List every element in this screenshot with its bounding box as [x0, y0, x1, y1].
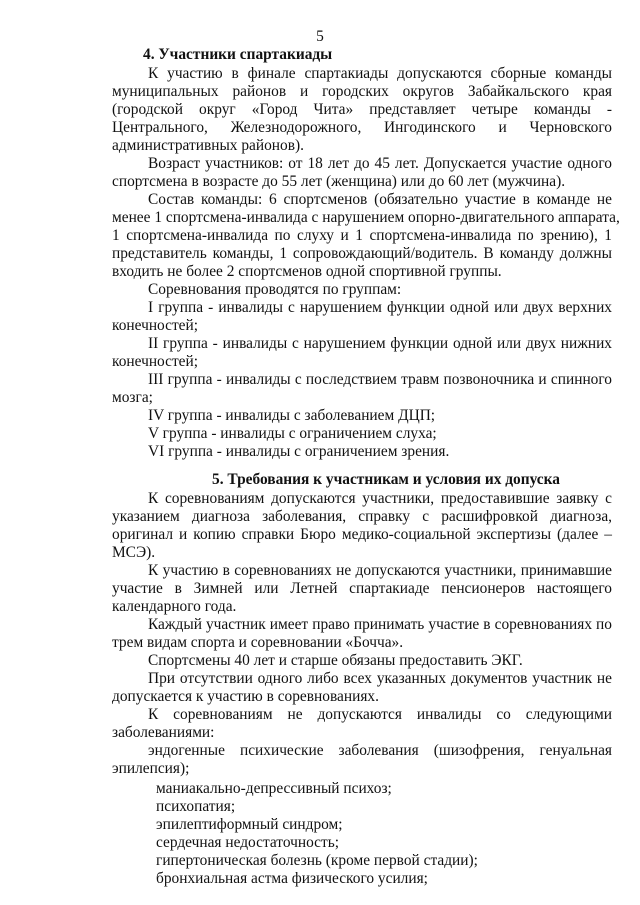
page-number: 5 [316, 28, 324, 45]
paragraph-line: конечностей; [112, 353, 199, 370]
paragraph-line: К соревнованиям допускаются участники, предоставившие заявку с [148, 490, 612, 507]
list-item: маниакально-депрессивный психоз; [156, 780, 392, 797]
paragraph-line: Спортсмены 40 лет и старше обязаны предоставить ЭКГ. [148, 652, 523, 669]
list-item: гипертоническая болезнь (кроме первой стадии); [156, 852, 478, 869]
list-item: эпилептиформный синдром; [156, 816, 343, 833]
paragraph-line: оригинал и копию справки Бюро медико-социальной экспертизы (далее – [112, 526, 612, 543]
section-5-heading: 5. Требования к участникам и условия их допуска [212, 471, 560, 488]
paragraph-line: представитель команды, 1 сопровождающий/водитель. В команду должны [112, 245, 612, 262]
paragraph-line: Центрального, Железнодорожного, Ингодинского и Черновского [112, 119, 612, 136]
paragraph-line: эндогенные психические заболевания (шизофрения, генуальная [148, 742, 612, 759]
paragraph-line: календарного года. [112, 598, 237, 615]
paragraph-line: Состав команды: 6 спортсменов (обязательно участие в команде не [148, 191, 612, 208]
paragraph-line: трем видам спорта и соревновании «Бочча». [112, 634, 404, 651]
paragraph-line: При отсутствии одного либо всех указанных документов участник не [148, 670, 612, 687]
paragraph-line: участие в Зимней или Летней спартакиаде пенсионеров настоящего [112, 580, 612, 597]
paragraph-line: муниципальных районов и городских округов Забайкальского края [112, 83, 612, 100]
paragraph-line: II группа - инвалиды с нарушением функции одной или двух нижних [148, 335, 612, 352]
paragraph-line: К участию в соревнованиях не допускаются участники, принимавшие [148, 562, 612, 579]
paragraph-line: заболеваниями: [112, 724, 215, 741]
section-4-heading: 4. Участники спартакиады [143, 46, 333, 63]
paragraph-line: МСЭ). [112, 544, 156, 561]
paragraph-line: IV группа - инвалиды с заболеванием ДЦП; [148, 407, 436, 424]
paragraph-line: допускается к участию в соревнованиях. [112, 688, 379, 705]
paragraph-line: (городской округ «Город Чита» представляет четыре команды - [112, 101, 612, 118]
paragraph-line: Каждый участник имеет право принимать участие в соревнованиях по [148, 616, 612, 633]
paragraph-line: менее 1 спортсмена-инвалида с нарушением опорно-двигательного аппарата, [112, 209, 620, 226]
list-item: сердечная недостаточность; [156, 834, 340, 851]
paragraph-line: указанием диагноза заболевания, справку с расшифровкой диагноза, [112, 508, 612, 525]
paragraph-line: К соревнованиям не допускаются инвалиды со следующими [148, 706, 612, 723]
list-item: психопатия; [156, 798, 236, 815]
paragraph-line: мозга; [112, 389, 153, 406]
paragraph-line: конечностей; [112, 317, 199, 334]
paragraph-line: эпилепсия); [112, 760, 190, 777]
paragraph-line: административных районов). [112, 137, 304, 154]
paragraph-line: V группа - инвалиды с ограничением слуха; [148, 425, 437, 442]
paragraph-line: I группа - инвалиды с нарушением функции одной или двух верхних [148, 299, 612, 316]
paragraph-line: VI группа - инвалиды с ограничением зрения. [148, 443, 450, 460]
paragraph-line: Возраст участников: от 18 лет до 45 лет. Допускается участие одного [148, 155, 612, 172]
paragraph-line: III группа - инвалиды с последствием травм позвоночника и спинного [148, 371, 612, 388]
paragraph-line: Соревнования проводятся по группам: [148, 281, 402, 298]
paragraph-line: входить не более 2 спортсменов одной спортивной группы. [112, 263, 502, 280]
paragraph-line: спортсмена в возрасте до 55 лет (женщина) или до 60 лет (мужчина). [112, 173, 566, 190]
list-item: бронхиальная астма физического усилия; [156, 870, 428, 887]
paragraph-line: К участию в финале спартакиады допускаются сборные команды [148, 65, 612, 82]
paragraph-line: 1 спортсмена-инвалида по слуху и 1 спортсмена-инвалида по зрению), 1 [112, 227, 612, 244]
